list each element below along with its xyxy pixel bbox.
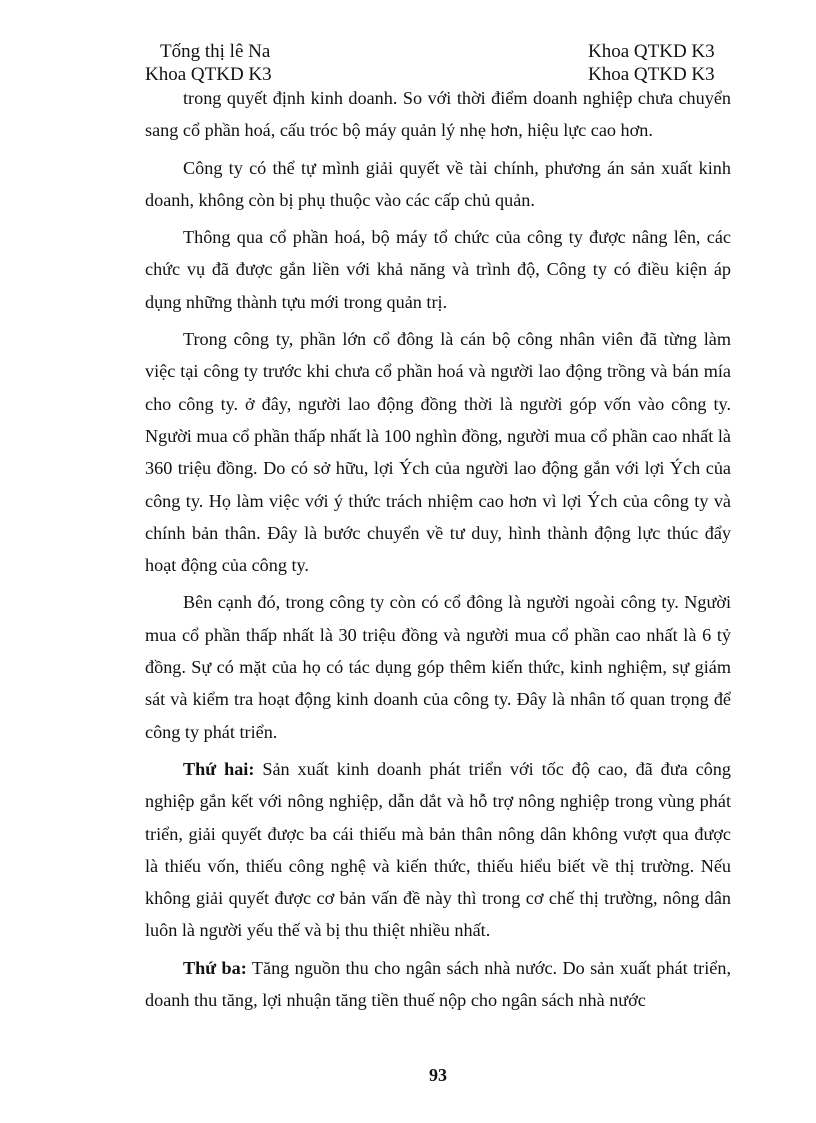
page-number: 93 [429,1065,447,1085]
header-faculty-right-1: Khoa QTKD K3 [588,41,715,62]
header-faculty-right-2: Khoa QTKD K3 [588,64,715,85]
paragraph-text: Sản xuất kinh doanh phát triển với tốc độ cao, đã đưa công nghiệp gắn kết với nông nghiệp, dẫn dắt và hỗ trợ nông nghiệp trong vùng phát triển, giải quyết được ba cái thiếu mà bản thân nông dân không vượt qua được là thiếu vốn, thiếu công nghệ và kiến thức, thiếu hiểu biết về thị trường. Nếu không giải quyết được cơ bản vấn đề này thì trong cơ chế thị trường, nông dân luôn là người yếu thế và bị thu thiệt nhiều nhất. [145,758,731,941]
paragraph: Công ty có thể tự mình giải quyết về tài chính, phương án sản xuất kinh doanh, không còn bị phụ thuộc vào các cấp chủ quản. [145,157,731,210]
paragraph: Thông qua cổ phần hoá, bộ máy tổ chức của công ty được nâng lên, các chức vụ đã được gắn liền với khả năng và trình độ, Công ty có điều kiện áp dụng những thành tựu mới trong quản trị. [145,227,731,312]
paragraph-text: Tăng nguồn thu cho ngân sách nhà nước. Do sản xuất phát triển, doanh thu tăng, lợi nhuận tăng tiền thuế nộp cho ngân sách nhà nước [145,957,731,1011]
paragraph-lead: Thứ ba: [183,957,247,978]
paragraph-thu-ba [145,952,731,1017]
paragraph: trong quyết định kinh doanh. So với thời điểm doanh nghiệp chưa chuyển sang cổ phần hoá, cấu tróc bộ máy quản lý nhẹ hơn, hiệu lực cao hơn. [145,88,731,141]
paragraph: Trong công ty, phần lớn cổ đông là cán bộ công nhân viên đã từng làm việc tại công ty trước khi chưa cổ phần hoá và người lao động trồng và bán mía cho công ty. ở đây, người lao động đồng thời là người góp vốn vào công ty. Người mua cổ phần thấp nhất là 100 nghìn đồng, người mua cổ phần cao nhất là 360 triệu đồng. Do có sở hữu, lợi Ých của người lao động gắn với lợi Ých của công ty. Họ làm việc với ý thức trách nhiệm cao hơn vì lợi Ých của công ty và chính bản thân. Đây là bước chuyển về tư duy, hình thành động lực thúc đẩy hoạt động của công ty. [145,329,731,576]
paragraph: Bên cạnh đó, trong công ty còn có cổ đông là người ngoài công ty. Người mua cổ phần thấp nhất là 30 triệu đồng và người mua cổ phần cao nhất là 6 tỷ đồng. Sự có mặt của họ có tác dụng góp thêm kiến thức, kinh nghiệm, sự giám sát và kiểm tra hoạt động kinh doanh của công ty. Đây là nhân tố quan trọng để công ty phát triển. [145,592,731,742]
header-faculty-left: Khoa QTKD K3 [145,64,272,85]
document-body [145,82,731,1016]
paragraph-lead: Thứ hai: [183,758,255,779]
header-author: Tống thị lê Na [160,41,271,62]
paragraph-thu-hai [145,753,731,947]
